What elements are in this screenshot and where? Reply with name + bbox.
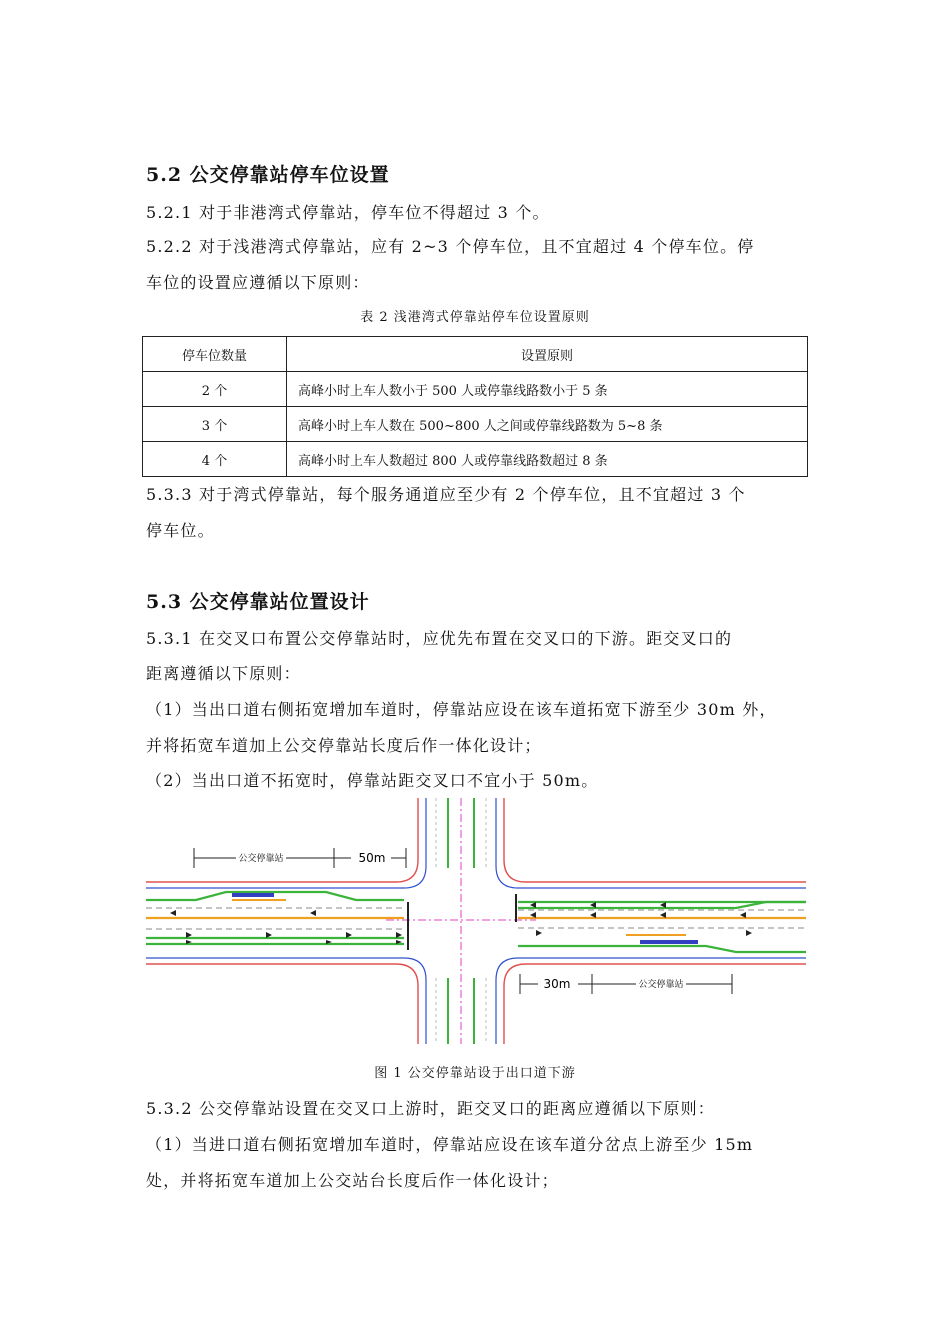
paragraph-upstream-rule-1-line2: 处，并将拓宽车道加上公交站台长度后作一体化设计； [146,1171,559,1190]
paragraph-rule-2: （2）当出口道不拓宽时，停靠站距交叉口不宜小于 50m。 [146,771,599,790]
edge-lines [146,798,806,1044]
intersection-diagram [146,798,806,1044]
section-heading-5-2: 5.2 公交停靠站停车位设置 [146,164,390,186]
paragraph-5-3-1-line2: 距离遵循以下原则： [146,664,301,683]
left-bus-stop-platform [232,893,274,897]
paragraph-5-3-2: 5.3.2 公交停靠站设置在交叉口上游时，距交叉口的距离应遵循以下原则： [146,1099,715,1118]
paragraph-rule-1-line2: 并将拓宽车道加上公交停靠站长度后作一体化设计； [146,736,542,755]
table-row [143,407,808,442]
table-cell: 高峰小时上车人数小于 500 人或停靠线路数小于 5 条 [287,372,808,407]
section-heading-5-3: 5.3 公交停靠站位置设计 [146,591,370,613]
label-30m: 30m [543,977,571,991]
table-row [143,442,808,477]
table-header-row [143,337,808,372]
table-cell: 2 个 [143,372,287,407]
paragraph-5-2-1: 5.2.1 对于非港湾式停靠站，停车位不得超过 3 个。 [146,203,550,222]
table-header-cell: 设置原则 [287,337,808,372]
paragraph-5-2-2-line2: 车位的设置应遵循以下原则： [146,273,370,292]
table-header-cell: 停车位数量 [143,337,287,372]
table-cell: 4 个 [143,442,287,477]
paragraph-5-2-2-line1: 5.2.2 对于浅港湾式停靠站，应有 2~3 个停车位，且不宜超过 4 个停车位。停 [146,237,755,256]
label-50m: 50m [358,851,386,865]
table-cell: 高峰小时上车人数在 500~800 人之间或停靠线路数为 5~8 条 [287,407,808,442]
paragraph-rule-1-line1: （1）当出口道右侧拓宽增加车道时，停靠站应设在该车道拓宽下游至少 30m 外， [146,700,777,719]
paragraph-5-3-3-line2: 停车位。 [146,521,215,540]
table-cell: 高峰小时上车人数超过 800 人或停靠线路数超过 8 条 [287,442,808,477]
label-left-bus-stop: 公交停靠站 [238,854,284,864]
table-caption: 表 2 浅港湾式停靠站停车位设置原则 [360,310,590,325]
parking-rules-table [142,336,808,477]
paragraph-5-3-3-line1: 5.3.3 对于湾式停靠站，每个服务通道应至少有 2 个停车位，且不宜超过 3 个 [146,485,746,504]
paragraph-5-3-1-line1: 5.3.1 在交叉口布置公交停靠站时，应优先布置在交叉口的下游。距交叉口的 [146,629,733,648]
right-bus-stop-platform [640,940,698,944]
curb-lines [146,798,806,1044]
figure-caption: 图 1 公交停靠站设于出口道下游 [374,1066,576,1081]
dimension-lines [194,848,732,994]
label-right-bus-stop: 公交停靠站 [638,980,684,990]
table-row [143,372,808,407]
table-cell: 3 个 [143,407,287,442]
paragraph-upstream-rule-1-line1: （1）当进口道右侧拓宽增加车道时，停靠站应设在该车道分岔点上游至少 15m [146,1135,754,1154]
